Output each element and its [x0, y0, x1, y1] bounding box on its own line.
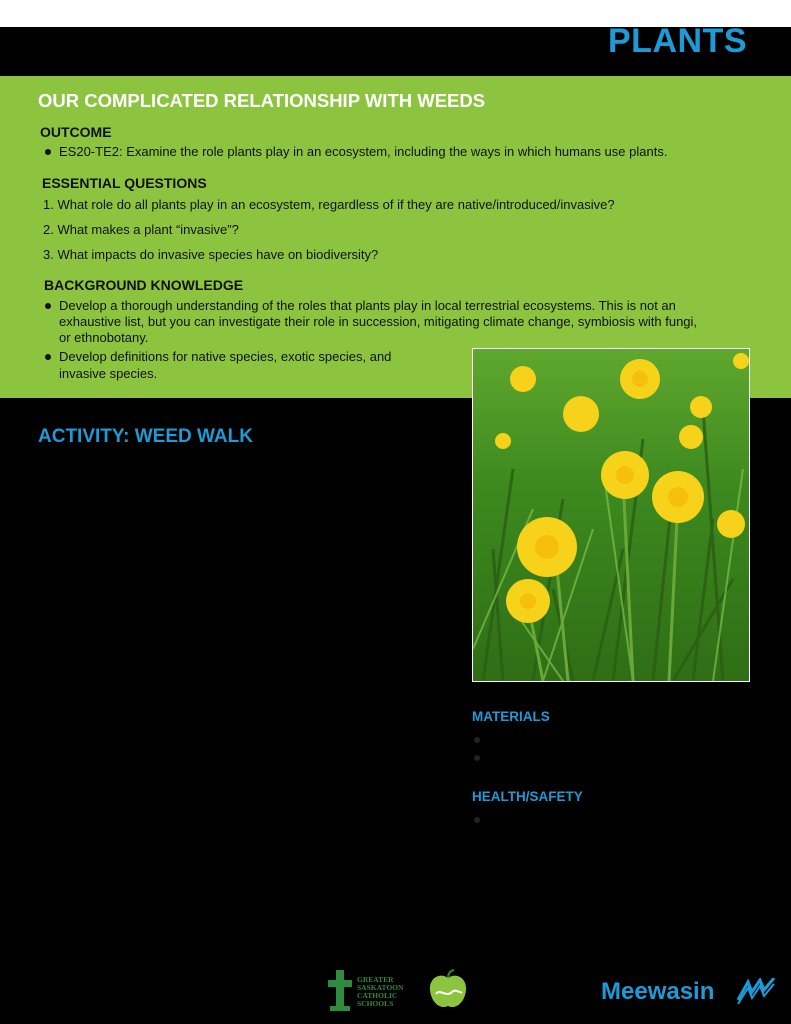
background-item-1-line-3: or ethnobotany.	[59, 330, 149, 345]
background-heading: BACKGROUND KNOWLEDGE	[44, 277, 244, 293]
bullet-icon	[474, 755, 480, 761]
bullet-icon	[45, 303, 51, 309]
question-2: 2. What makes a plant “invasive”?	[43, 222, 239, 237]
activity-title: ACTIVITY: WEED WALK	[38, 426, 253, 447]
bullet-icon	[45, 354, 51, 360]
dandelion-illustration	[473, 349, 749, 681]
materials-heading: MATERIALS	[472, 709, 550, 724]
dandelion-photo	[472, 348, 750, 682]
bullet-icon	[45, 149, 51, 155]
essential-questions-heading: ESSENTIAL QUESTIONS	[42, 175, 207, 191]
meewasin-wave-icon	[736, 978, 776, 1004]
health-safety-heading: HEALTH/SAFETY	[472, 789, 583, 804]
background-item-2-line-2: invasive species.	[59, 366, 158, 381]
question-3: 3. What impacts do invasive species have on biodiversity?	[43, 247, 379, 262]
background-item-2-line-1: Develop definitions for native species, exotic species, and	[59, 349, 392, 364]
outcome-heading: OUTCOME	[40, 124, 112, 140]
background-item-1-line-1: Develop a thorough understanding of the roles that plants play in local terrestrial ecosystems. This is not an	[59, 298, 676, 313]
bullet-icon	[474, 737, 480, 743]
gscs-logo-text: GREATER SASKATOON CATHOLIC SCHOOLS	[357, 975, 404, 1008]
outcome-item: ES20-TE2: Examine the role plants play in an ecosystem, including the ways in which humans use plants.	[59, 144, 668, 159]
section-title: OUR COMPLICATED RELATIONSHIP WITH WEEDS	[38, 90, 486, 111]
apple-logo-icon	[426, 968, 470, 1012]
background-item-1-line-2: exhaustive list, but you can investigate their role in succession, mitigating climate change, symbiosis with fungi,	[59, 314, 698, 329]
page-title: PLANTS	[608, 22, 747, 60]
bullet-icon	[474, 817, 480, 823]
question-1: 1. What role do all plants play in an ecosystem, regardless of if they are native/introduced/invasive?	[43, 197, 615, 212]
meewasin-logo: Meewasin	[601, 978, 715, 1005]
